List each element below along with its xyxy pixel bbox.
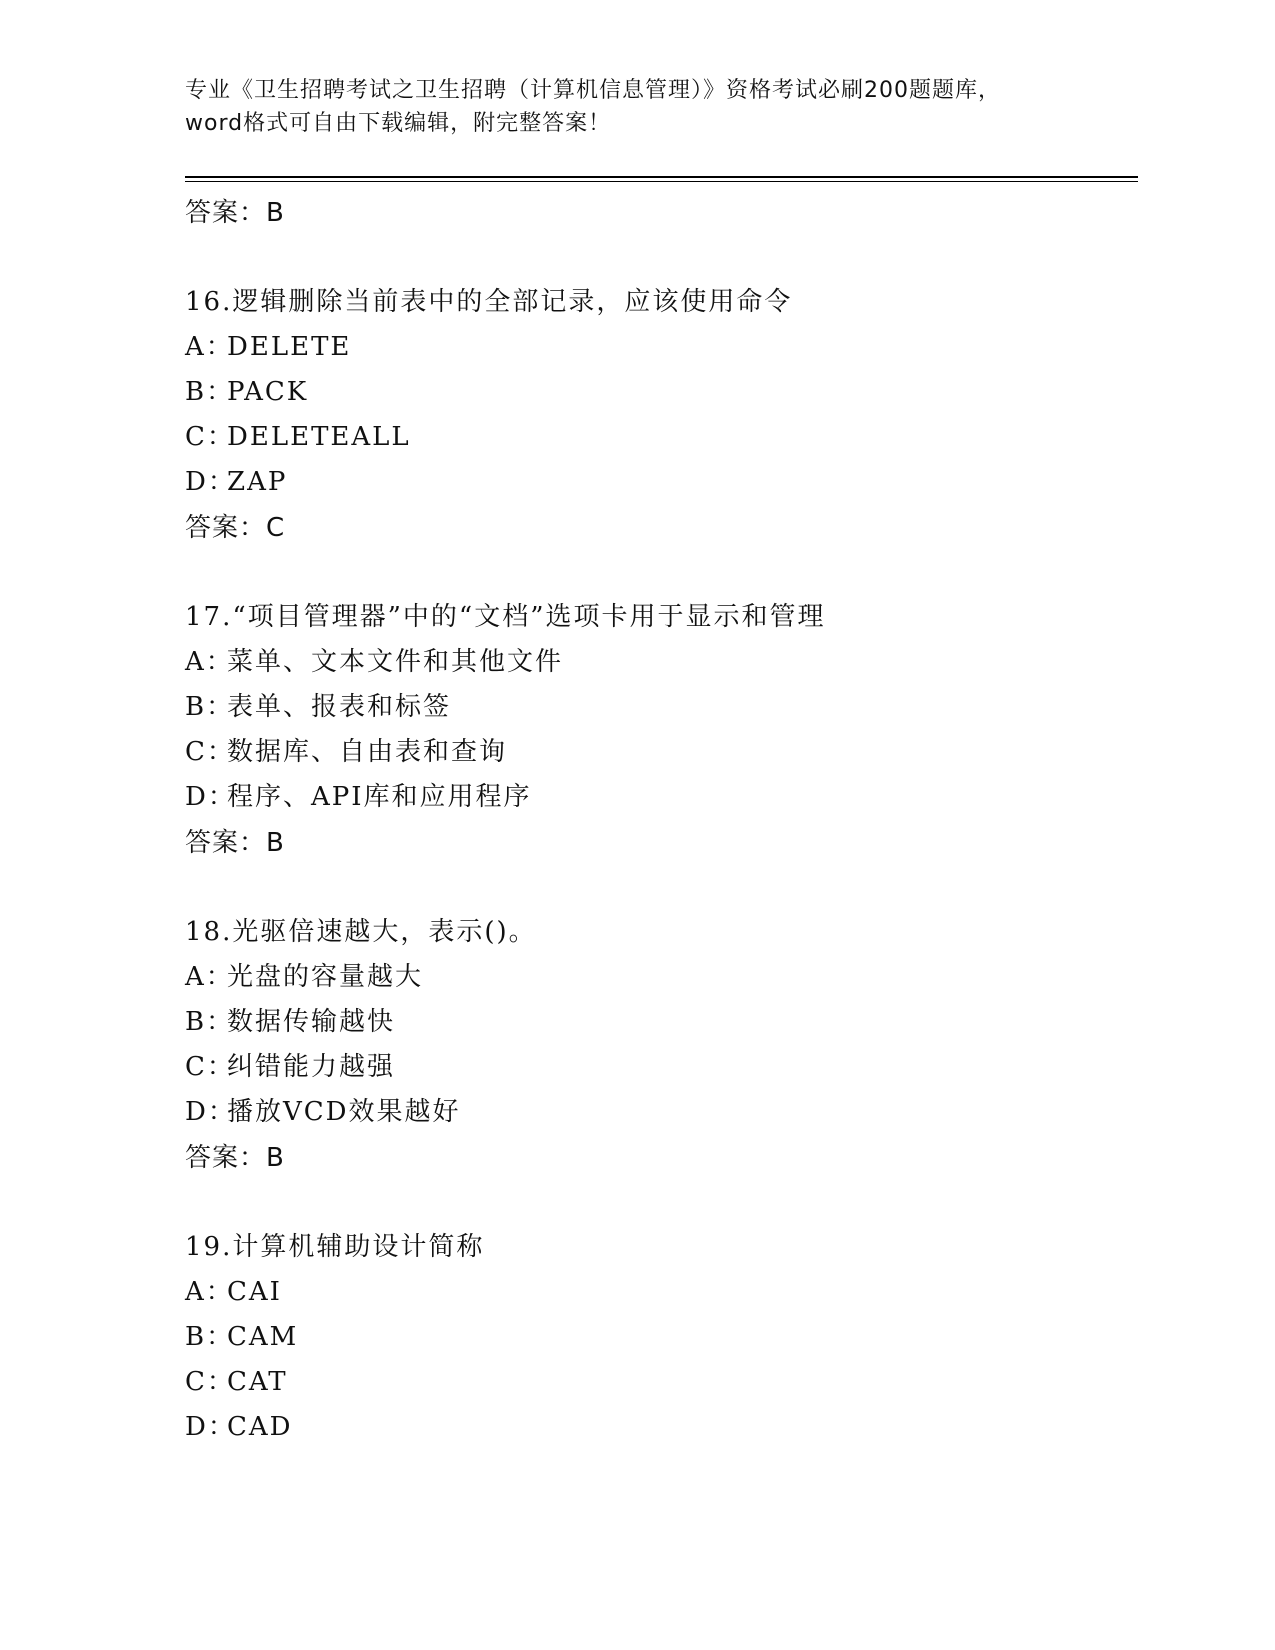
question-list [185, 190, 1135, 1450]
answer-line: 答案：C [185, 513, 286, 543]
option-b [185, 370, 1135, 415]
question-18 [185, 910, 1135, 1181]
option-letter: B： [185, 692, 235, 722]
option-text: 数据传输越快 [227, 1007, 396, 1037]
option-text: CAI [227, 1277, 282, 1307]
option-letter: B： [185, 1322, 235, 1352]
header-line-1: 专业《卫生招聘考试之卫生招聘（计算机信息管理）》资格考试必刷200题题库， [185, 78, 1001, 103]
option-letter: C： [185, 737, 235, 767]
option-letter: D： [185, 1097, 236, 1127]
option-letter: D： [185, 1412, 236, 1442]
option-d [185, 1405, 1135, 1450]
option-letter: A： [185, 647, 234, 677]
option-letter: D： [185, 782, 236, 812]
option-letter: B： [185, 1007, 235, 1037]
option-a [185, 325, 1135, 370]
option-d [185, 1090, 1135, 1135]
option-text: 光盘的容量越大 [227, 962, 424, 992]
option-a [185, 955, 1135, 1000]
option-d [185, 775, 1135, 820]
question-title: 19.计算机辅助设计简称 [185, 1232, 485, 1262]
option-text: 程序、API库和应用程序 [227, 782, 532, 812]
question-17 [185, 595, 1135, 866]
option-text: 数据库、自由表和查询 [227, 737, 508, 767]
question-title: 17.“项目管理器”中的“文档”选项卡用于显示和管理 [185, 602, 826, 632]
option-letter: C： [185, 422, 235, 452]
option-letter: C： [185, 1367, 235, 1397]
option-text: CAT [227, 1367, 288, 1397]
header-divider-thick [185, 176, 1138, 178]
option-text: 播放VCD效果越好 [227, 1097, 461, 1127]
option-text: 表单、报表和标签 [227, 692, 452, 722]
answer-line: 答案：B [185, 828, 285, 858]
option-text: DELETE [227, 332, 352, 362]
option-text: 菜单、文本文件和其他文件 [227, 647, 564, 677]
answer-line: 答案：B [185, 1143, 285, 1173]
option-text: CAD [227, 1412, 293, 1442]
option-d [185, 460, 1135, 505]
option-c [185, 1360, 1135, 1405]
question-16 [185, 280, 1135, 551]
option-b [185, 1000, 1135, 1045]
option-b [185, 685, 1135, 730]
option-letter: D： [185, 467, 236, 497]
header-divider-thin [185, 181, 1138, 182]
option-text: DELETEALL [227, 422, 411, 452]
option-text: 纠错能力越强 [227, 1052, 396, 1082]
question-title: 18.光驱倍速越大，表示()。 [185, 917, 537, 947]
option-text: PACK [227, 377, 309, 407]
option-c [185, 415, 1135, 460]
document-header [185, 74, 1085, 140]
option-text: CAM [227, 1322, 299, 1352]
option-a [185, 1270, 1135, 1315]
option-c [185, 1045, 1135, 1090]
header-line-2: word格式可自由下载编辑，附完整答案！ [185, 111, 612, 136]
question-19 [185, 1225, 1135, 1450]
question-title: 16.逻辑删除当前表中的全部记录，应该使用命令 [185, 287, 793, 317]
option-text: ZAP [227, 467, 288, 497]
option-a [185, 640, 1135, 685]
option-letter: A： [185, 332, 234, 362]
option-c [185, 730, 1135, 775]
option-letter: C： [185, 1052, 235, 1082]
previous-answer: 答案：B [185, 198, 285, 228]
option-letter: B： [185, 377, 235, 407]
option-letter: A： [185, 962, 234, 992]
option-b [185, 1315, 1135, 1360]
option-letter: A： [185, 1277, 234, 1307]
